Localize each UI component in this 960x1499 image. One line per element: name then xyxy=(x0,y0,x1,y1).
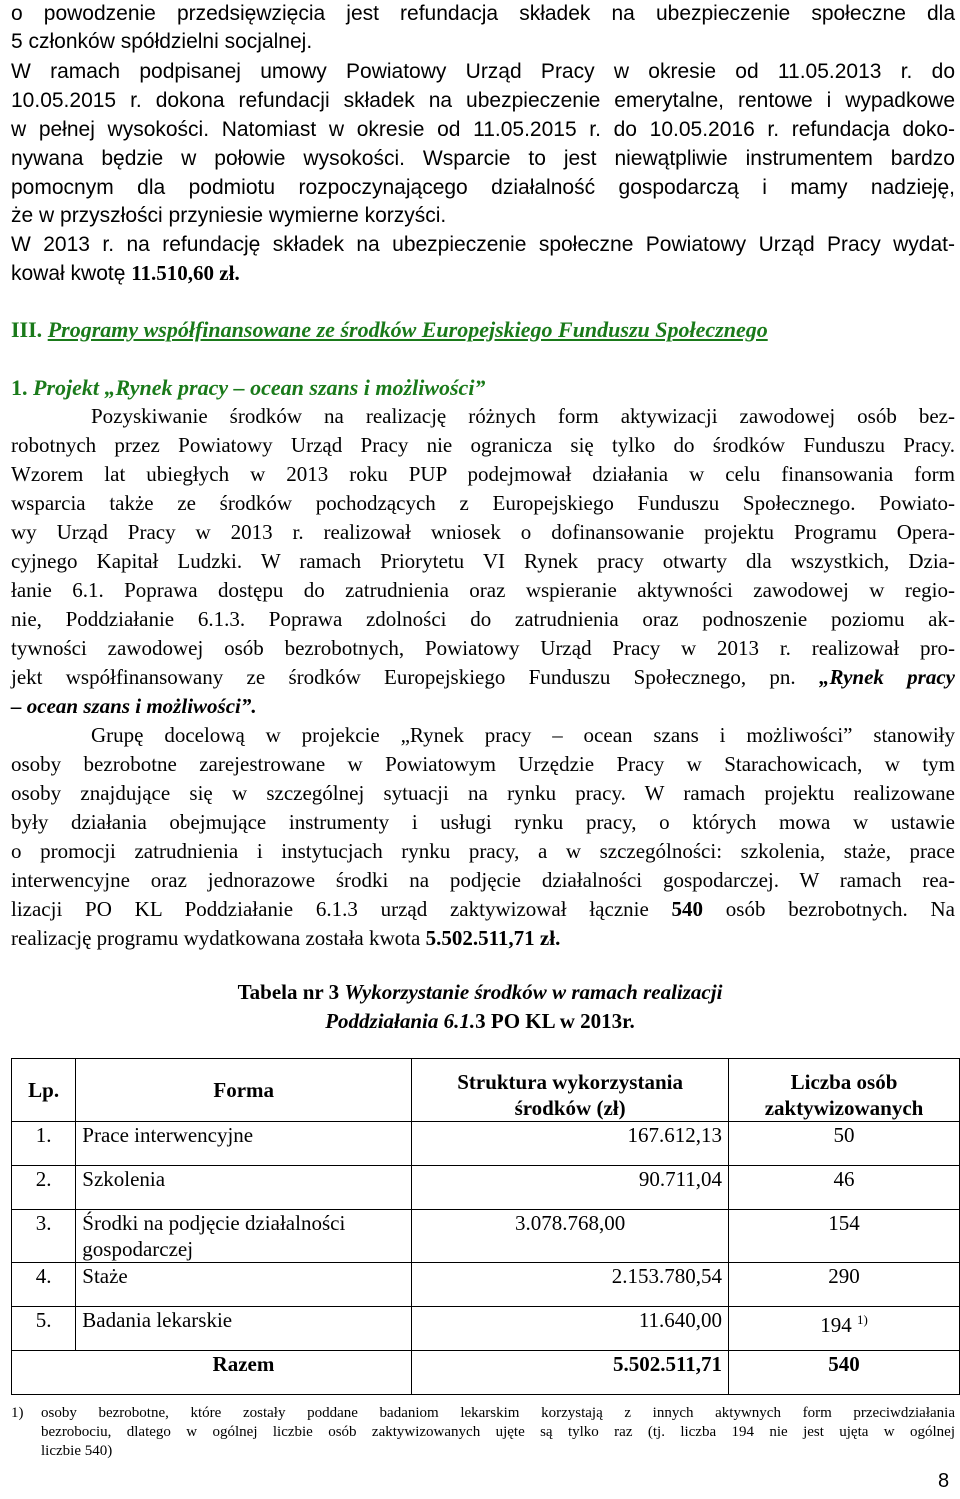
project-heading xyxy=(11,374,955,401)
header-struktura: Struktura wykorzystania środków (zł) xyxy=(412,1059,729,1122)
project-number: 1. xyxy=(11,375,28,400)
cell-lp: 5. xyxy=(12,1307,76,1351)
cell-lp: 4. xyxy=(12,1263,76,1307)
total-liczba: 540 xyxy=(729,1351,960,1395)
cell-liczba: 154 xyxy=(729,1210,960,1263)
table-row xyxy=(12,1210,960,1263)
para1-line-1: o powodzenie przedsięwzięcia jest refundacja składek na ubezpieczenie społeczne dla xyxy=(11,2,955,25)
cell-kwota: 90.711,04 xyxy=(412,1166,729,1210)
header-liczba: Liczba osób zaktywizowanych xyxy=(729,1059,960,1122)
cell-kwota: 167.612,13 xyxy=(412,1122,729,1166)
project-p2-line-2: osoby bezrobotne zarejestrowane w Powiatowym Urzędzie Pracy w Starachowicach, w tym xyxy=(11,752,955,776)
project-p2-line-7a: lizacji PO KL Poddziałanie 6.1.3 urząd zaktywizował łącznie xyxy=(11,897,672,921)
project-title: Projekt „Rynek pracy – ocean szans i możliwości” xyxy=(33,375,486,400)
project-line-5: wy Urząd Pracy w 2013 r. realizował wniosek o dofinansowanie projektu Programu Opera- xyxy=(11,520,955,544)
cell-liczba-value: 194 xyxy=(820,1313,852,1337)
project-p2-line-1: Grupę docelową w projekcie „Rynek pracy – ocean szans i możliwości” stanowiły xyxy=(91,723,955,747)
table-caption-suffix: 3 PO KL w 2013r. xyxy=(475,1009,635,1033)
section-number: III. xyxy=(11,317,43,342)
para1-line-5: w pełnej wysokości. Natomiast w okresie od 11.05.2015 r. do 10.05.2016 r. refundacja doko- xyxy=(11,118,955,141)
cell-forma: Prace interwencyjne xyxy=(76,1122,412,1166)
project-line-8: nie, Poddziałanie 6.1.3. Poprawa zdolności do zatrudnienia oraz podnoszenie poziomu ak- xyxy=(11,607,955,631)
para1-line-10-text: kował kwotę xyxy=(11,262,132,285)
cell-forma: Szkolenia xyxy=(76,1166,412,1210)
project-p2-line-7 xyxy=(11,896,955,923)
table-row xyxy=(12,1307,960,1351)
table-row xyxy=(12,1166,960,1210)
project-name-part1: „Rynek pracy xyxy=(818,665,955,689)
project-p2-line-5: o promocji zatrudnienia i instytucjach rynku pracy, a w szczególności: szkolenia, staże, prace xyxy=(11,839,955,863)
cell-kwota: 11.640,00 xyxy=(412,1307,729,1351)
para1-line-8: że w przyszłości przyniesie wymierne korzyści. xyxy=(11,204,447,227)
table-total-row xyxy=(12,1351,960,1395)
table-caption-prefix: Tabela nr 3 xyxy=(237,980,345,1004)
para1-line-4: 10.05.2015 r. dokona refundacji składek na ubezpieczenie emerytalne, rentowe i wypadkowe xyxy=(11,89,955,112)
project-line-7: łanie 6.1. Poprawa dostępu do zatrudnienia oraz wspieranie aktywności zawodowej w regio- xyxy=(11,578,955,602)
cell-lp: 1. xyxy=(12,1122,76,1166)
cell-liczba: 50 xyxy=(729,1122,960,1166)
footnote-ref: 1) xyxy=(856,1312,868,1327)
para1-line-7: pomocnym dla podmiotu rozpoczynającego działalność gospodarczą i mamy nadzieję, xyxy=(11,176,955,199)
total-label: Razem xyxy=(76,1351,412,1395)
table-row xyxy=(12,1122,960,1166)
table-caption-italic-2: Poddziałania 6.1. xyxy=(325,1009,476,1033)
section-title: Programy współfinansowane ze środków Europejskiego Funduszu Społecznego xyxy=(47,317,768,342)
project-p2-line-4: były działania obejmujące instrumenty i usługi rynku pracy, o których mowa w ustawie xyxy=(11,810,955,834)
total-kwota: 5.502.511,71 xyxy=(412,1351,729,1395)
project-line-4: wsparcia także ze środków pochodzących z Europejskiego Funduszu Społecznego. Powiato- xyxy=(11,491,955,515)
project-line-11: – ocean szans i możliwości”. xyxy=(11,694,257,718)
cell-liczba: 46 xyxy=(729,1166,960,1210)
project-p2-line-3: osoby znajdujące się w szczególnej sytuacji na rynku pracy. W ramach projektu realizowane xyxy=(11,781,955,805)
project-line-3: Wzorem lat ubiegłych w 2013 roku PUP podejmował działania w celu finansowania form xyxy=(11,462,955,486)
project-p2-line-7c: osób bezrobotnych. Na xyxy=(703,897,955,921)
table-row xyxy=(12,1263,960,1307)
cell-forma: Staże xyxy=(76,1263,412,1307)
project-p2-line-8a: realizację programu wydatkowana została kwota xyxy=(11,926,426,950)
para1-line-3: W ramach podpisanej umowy Powiatowy Urząd Pracy w okresie od 11.05.2013 r. do xyxy=(11,60,955,83)
table-caption-line-2 xyxy=(0,1007,960,1035)
footnote-text-3: liczbie 540) xyxy=(41,1443,113,1459)
header-forma: Forma xyxy=(76,1059,412,1122)
project-line-2: robotnych przez Powiatowy Urząd Pracy nie ogranicza się tylko do środków Funduszu Pracy. xyxy=(11,433,955,457)
total-spent-amount: 5.502.511,71 zł. xyxy=(425,926,561,950)
table-header-row xyxy=(12,1059,960,1122)
project-line-10 xyxy=(11,664,955,691)
footnote-line-1 xyxy=(11,1404,955,1423)
footnote xyxy=(11,1404,955,1461)
page-number: 8 xyxy=(938,1470,950,1492)
para1-line-6: nywana będzie w połowie wysokości. Wsparcie to jest niewątpliwie instrumentem bardzo xyxy=(11,147,955,170)
cell-liczba xyxy=(729,1307,960,1351)
para1-line-10 xyxy=(11,260,955,287)
project-line-6: cyjnego Kapitał Ludzki. W ramach Priorytetu VI Rynek pracy otwarty dla wszystkich, Dzia- xyxy=(11,549,955,573)
project-line-1: Pozyskiwanie środków na realizację różnych form aktywizacji zawodowej osób bez- xyxy=(91,404,955,428)
cell-lp: 3. xyxy=(12,1210,76,1263)
table-caption-italic-1: Wykorzystanie środków w ramach realizacji xyxy=(344,980,723,1004)
footnote-text-1: osoby bezrobotne, które zostały poddane badaniom lekarskim korzystają z innych aktywnych form przeciwdziałania xyxy=(41,1405,955,1421)
activation-table xyxy=(11,1058,960,1395)
para1-line-2: 5 członków spółdzielni socjalnej. xyxy=(11,30,313,53)
cell-kwota: 3.078.768,00 xyxy=(412,1210,729,1263)
para1-line-9: W 2013 r. na refundację składek na ubezpieczenie społeczne Powiatowy Urząd Pracy wydat- xyxy=(11,233,955,256)
cell-liczba: 290 xyxy=(729,1263,960,1307)
table-caption-line-1 xyxy=(0,978,960,1006)
cell-lp: 2. xyxy=(12,1166,76,1210)
cell-kwota: 2.153.780,54 xyxy=(412,1263,729,1307)
cell-forma: Środki na podjęcie działalności gospodarczej xyxy=(76,1210,412,1263)
footnote-marker: 1) xyxy=(11,1405,24,1421)
project-line-10-text: jekt współfinansowany ze środków Europejskiego Funduszu Społecznego, pn. xyxy=(11,665,819,689)
section-heading xyxy=(11,316,955,343)
header-lp: Lp. xyxy=(12,1059,76,1122)
project-p2-line-8 xyxy=(11,925,955,952)
cell-forma: Badania lekarskie xyxy=(76,1307,412,1351)
activated-count: 540 xyxy=(671,897,704,921)
footnote-text-2: bezrobociu, dlatego w ogólnej liczbie osób zaktywizowanych ujęte są tylko raz (tj. liczba 194 nie jest ujęta w ogólnej xyxy=(41,1424,955,1440)
project-p2-line-6: interwencyjne oraz jednorazowe środki na podjęcie działalności gospodarczej. W ramach rea- xyxy=(11,868,955,892)
cell-lp-empty xyxy=(12,1351,76,1395)
project-line-9: tywności zawodowej osób bezrobotnych, Powiatowy Urząd Pracy w 2013 r. realizował pro- xyxy=(11,636,955,660)
refund-amount: 11.510,60 zł. xyxy=(131,261,240,285)
